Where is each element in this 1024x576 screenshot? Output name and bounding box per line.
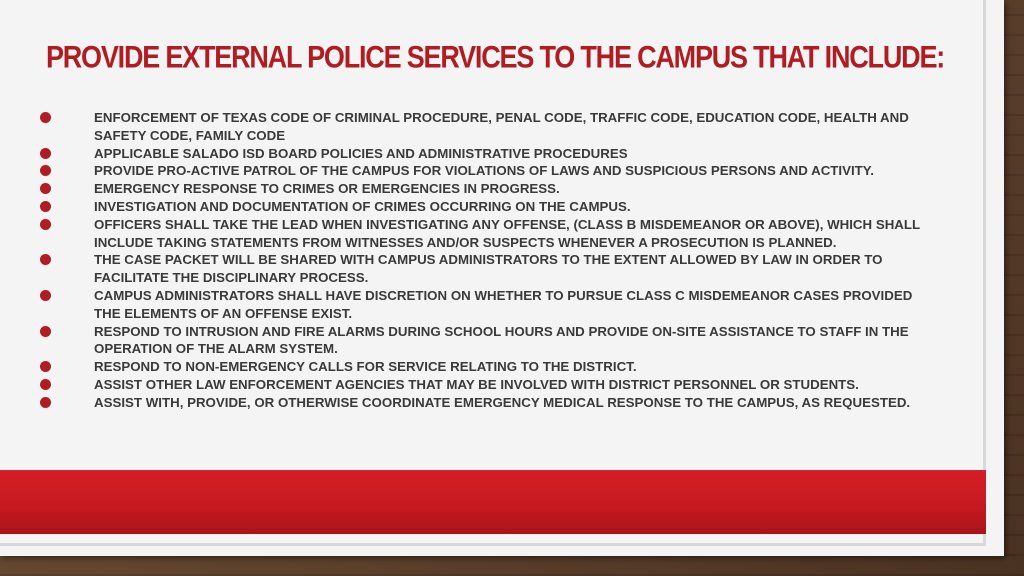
bullet-item: [40, 287, 940, 323]
bullet-text: INVESTIGATION AND DOCUMENTATION OF CRIMES OCCURRING ON THE CAMPUS.: [94, 198, 631, 214]
bullet-text: ENFORCEMENT OF TEXAS CODE OF CRIMINAL PROCEDURE, PENAL CODE, TRAFFIC CODE, EDUCATION CODE, HEALTH AND SAFETY CODE, FAMILY CODE: [94, 110, 909, 143]
bullet-text: CAMPUS ADMINISTRATORS SHALL HAVE DISCRETION ON WHETHER TO PURSUE CLASS C MISDEMEANOR CASES PROVIDED THE ELEMENTS OF AN OFFENSE EXIST.: [94, 287, 913, 321]
bullet-dot-icon: [40, 148, 51, 159]
slide-title: PROVIDE EXTERNAL POLICE SERVICES TO THE CAMPUS THAT INCLUDE:: [45, 39, 945, 75]
bullet-dot-icon: [40, 326, 51, 337]
bullet-item: [40, 216, 940, 252]
red-accent-band: [0, 470, 986, 534]
bullet-item: [40, 358, 940, 376]
bullet-item: [40, 162, 940, 180]
bullet-text: PROVIDE PRO-ACTIVE PATROL OF THE CAMPUS FOR VIOLATIONS OF LAWS AND SUSPICIOUS PERSONS AND ACTIVITY.: [94, 163, 874, 179]
bullet-item: [40, 394, 940, 412]
bullet-text: THE CASE PACKET WILL BE SHARED WITH CAMPUS ADMINISTRATORS TO THE EXTENT ALLOWED BY LAW IN ORDER TO FACILITATE THE DISCIPLINARY PROCESS.: [94, 252, 883, 286]
bullet-item: [40, 251, 940, 287]
bullet-dot-icon: [40, 112, 51, 123]
bullet-text: RESPOND TO NON-EMERGENCY CALLS FOR SERVICE RELATING TO THE DISTRICT.: [94, 359, 637, 375]
bullet-item: [40, 180, 940, 198]
bullet-dot-icon: [40, 183, 51, 194]
bullet-text: EMERGENCY RESPONSE TO CRIMES OR EMERGENCIES IN PROGRESS.: [94, 181, 560, 197]
bullet-dot-icon: [40, 290, 51, 301]
bullet-text: APPLICABLE SALADO ISD BOARD POLICIES AND ADMINISTRATIVE PROCEDURES: [94, 145, 628, 161]
bullet-dot-icon: [40, 254, 51, 265]
bullet-item: [40, 198, 940, 216]
bullet-list: [40, 109, 940, 412]
bullet-item: [40, 145, 940, 163]
bullet-dot-icon: [40, 201, 51, 212]
bullet-item: [40, 323, 940, 359]
bullet-dot-icon: [40, 165, 51, 176]
bullet-text: ASSIST WITH, PROVIDE, OR OTHERWISE COORDINATE EMERGENCY MEDICAL RESPONSE TO THE CAMPUS, AS REQUESTED.: [94, 394, 911, 410]
bullet-text: RESPOND TO INTRUSION AND FIRE ALARMS DURING SCHOOL HOURS AND PROVIDE ON-SITE ASSISTANCE TO STAFF IN THE OPERATION OF THE ALARM SYSTEM.: [94, 323, 909, 357]
bullet-item: [40, 376, 940, 394]
bullet-dot-icon: [40, 361, 51, 372]
bullet-dot-icon: [40, 379, 51, 390]
bullet-text: OFFICERS SHALL TAKE THE LEAD WHEN INVESTIGATING ANY OFFENSE, (CLASS B MISDEMEANOR OR ABOVE), WHICH SHALL INCLUDE TAKING STATEMENTS FROM WITNESSES AND/OR SUSPECTS WHENEVER A PROSECUTION IS PLANNED.: [94, 216, 920, 250]
bullet-text: ASSIST OTHER LAW ENFORCEMENT AGENCIES THAT MAY BE INVOLVED WITH DISTRICT PERSONNEL OR STUDENTS.: [94, 376, 859, 392]
bullet-dot-icon: [40, 219, 51, 230]
bullet-item: [40, 109, 940, 145]
bullet-dot-icon: [40, 397, 51, 408]
